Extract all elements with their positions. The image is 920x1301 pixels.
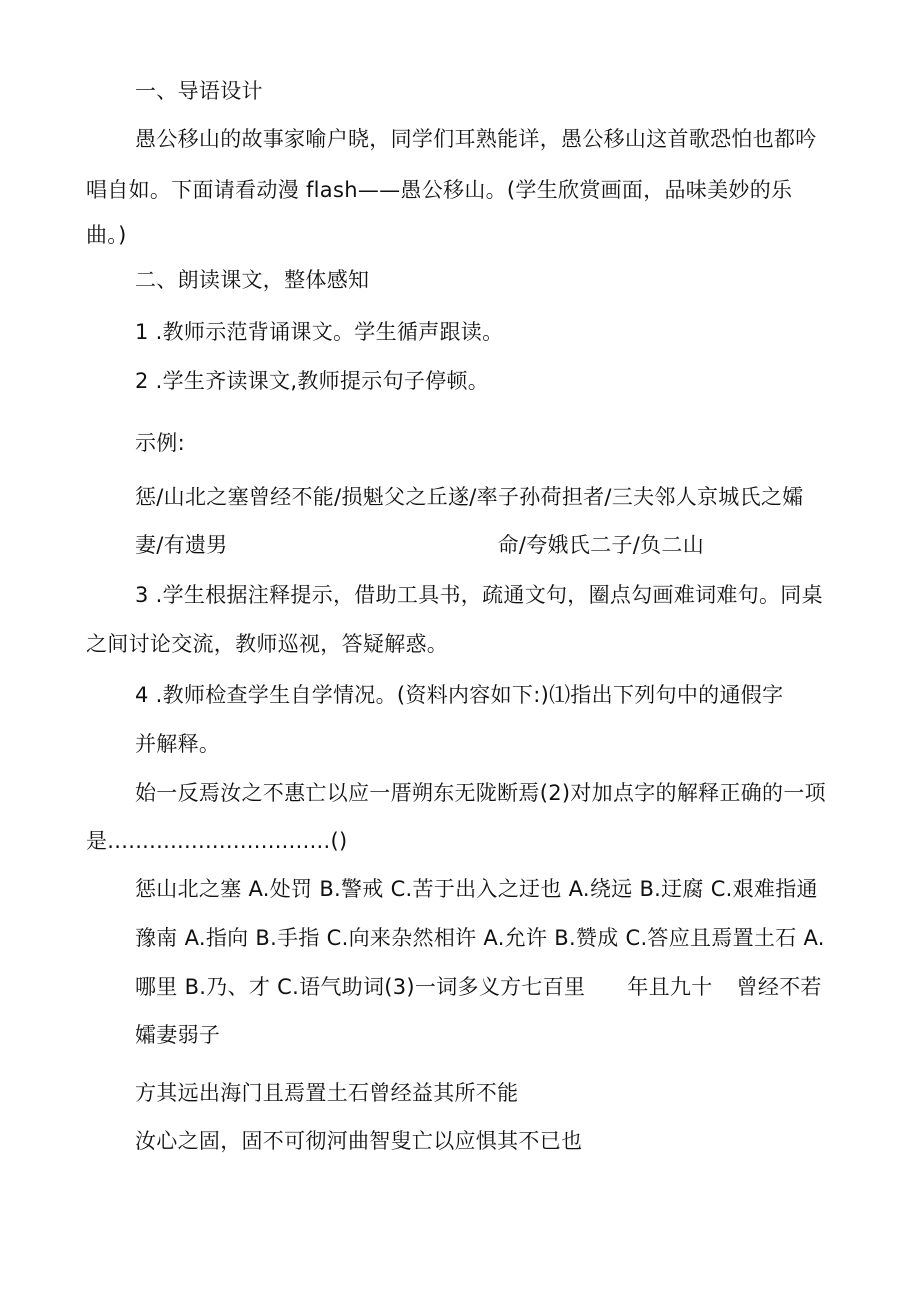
question-text: 年且九十 xyxy=(627,975,713,999)
list-item-4-cont: 并解释。 xyxy=(135,732,221,756)
paragraph-line: 曲。) xyxy=(86,223,127,247)
list-item-3: 3 .学生根据注释提示，借助工具书，疏通文句，圈点勾画难词难句。同桌 xyxy=(135,583,823,607)
section-1-heading: 一、导语设计 xyxy=(135,79,263,103)
question-line: 孀妻弱子 xyxy=(135,1023,221,1047)
section-2-heading: 二、朗读课文，整体感知 xyxy=(135,268,370,292)
question-line: 始一反焉汝之不惠亡以应一厝朔东无陇断焉(2)对加点字的解释正确的一项 xyxy=(135,781,826,805)
question-text: 曾经不若 xyxy=(736,975,822,999)
question-line: 汝心之固，固不可彻河曲智叟亡以应惧其不已也 xyxy=(135,1129,583,1153)
example-line: 惩/山北之塞曾经不能/损魁父之丘遂/率子孙荷担者/三夫邻人京城氏之孀 xyxy=(135,485,804,509)
question-line: 豫南 A.指向 B.手指 C.向来杂然相许 A.允许 B.赞成 C.答应且焉置土石 A. xyxy=(135,926,825,950)
example-text: 命/夸娥氏二子/负二山 xyxy=(497,533,705,557)
list-item-4: 4 .教师检查学生自学情况。(资料内容如下:)⑴指出下列句中的通假字 xyxy=(135,683,784,707)
question-line: 方其远出海门且焉置土石曾经益其所不能 xyxy=(135,1081,519,1105)
paragraph-line: 愚公移山的故事家喻户晓，同学们耳熟能详，愚公移山这首歌恐怕也都吟 xyxy=(135,127,817,151)
list-item-1: 1 .教师示范背诵课文。学生循声跟读。 xyxy=(135,320,504,344)
question-text: 哪里 B.乃、才 C.语气助词(3)一词多义方七百里 xyxy=(135,975,586,999)
list-item-2: 2 .学生齐读课文,教师提示句子停顿。 xyxy=(135,369,490,393)
question-line: 是................................() xyxy=(86,829,348,853)
question-line xyxy=(135,972,822,1002)
example-label: 示例: xyxy=(135,431,185,455)
list-item-3-cont: 之间讨论交流，教师巡视，答疑解惑。 xyxy=(86,632,449,656)
example-line xyxy=(135,530,704,560)
example-text: 妻/有遗男 xyxy=(135,533,228,557)
question-line: 惩山北之塞 A.处罚 B.警戒 C.苦于出入之迂也 A.绕远 B.迂腐 C.艰难指通 xyxy=(135,877,818,901)
paragraph-line: 唱自如。下面请看动漫 flash——愚公移山。(学生欣赏画面，品味美妙的乐 xyxy=(86,178,793,202)
